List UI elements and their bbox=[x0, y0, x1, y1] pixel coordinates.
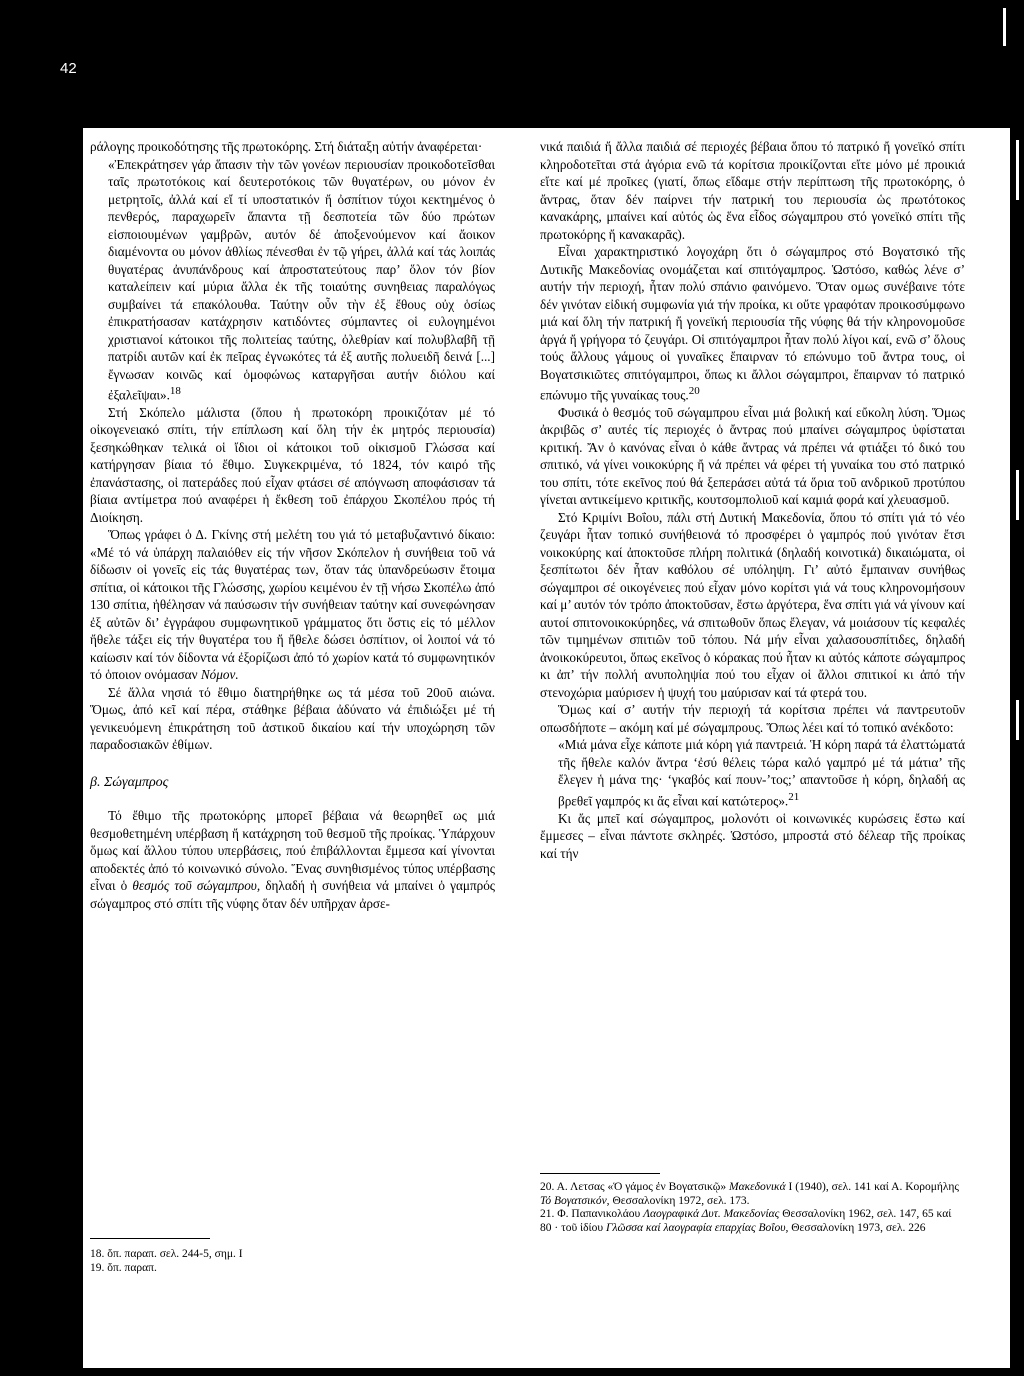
quote-paragraph bbox=[540, 736, 965, 809]
paragraph: ράλογης προικοδότησης τῆς πρωτοκόρης. Στή διάταξη αὐτήν ἀναφέρεται· bbox=[90, 139, 483, 154]
section-heading: β. Σώγαμπρος bbox=[90, 774, 169, 790]
footnote-text: I (1940), σελ. 141 καί Α. Κορομήλης bbox=[788, 1181, 959, 1193]
footnote-text: Α. Λετσας «Ὁ γάμος ἐν Βογατσικῷ» bbox=[556, 1181, 727, 1193]
paragraph: Στό Κριμίνι Βοΐου, πάλι στή Δυτική Μακεδονία, ὅπου τό σπίτι γιά τό νέο ζευγάρι ἦταν τοπικό συνήθειονά τό προσφέρει ὁ γαμπρός πού γινόταν ἔτσι νοικοκύρης καί ἀποκτοῦσε πλήρη πολιτικά (δηλαδή κοινοτικά) δικαιώματα, οἱ ξεσπίτωτοι δέν ἦταν καθόλου σέ υπόληψη. Γι’ αὐτό ἔμπαιναν συνήθως σώγαμπροι σέ οικογένειες πού εἶχαν μόνο κορίτσι γιά νά τους κληρονομήσουν καί μ’ αυτόν τόν τρόπο ἀποκτοῦσαν, ἔστω ἀργότερα, ἕνα σπίτι γιά νά γίνουν καί αυτοί σπιτονοικοκύρηδες, νά σπιτωθοῦν ὅπως ἔλεγαν, νά μοιάσουν τίς κεφαλές τῶν τιμημένων σπιτιῶν τοῦ τόπου. Νά μήν εἶναι χαλασουσπίτιδες, δηλαδή ἀνοικοκύρευτοι, ὅπως εκεῖνος ὁ κόρακας πού ἦταν κι αὐτός κάποτε σώγαμπρος κι ἀπ’ τήν πολλή ανυπολη​ψία πού του εἶχαν οἱ ἄλλοι σπιτικοί κι ἀπό τήν στενοχώρια μαύρισεν ἡ ψυχή του μαύρισαν καί τά φτερά του. bbox=[540, 509, 966, 700]
footnote-text: ὅπ. παραπ. bbox=[107, 1261, 157, 1274]
scan-edge-mark bbox=[1016, 700, 1019, 740]
footnote bbox=[540, 1181, 965, 1208]
page-left-border bbox=[80, 128, 83, 1368]
footnote-text: Θεσσαλονίκη 1962, σελ. 147, 65 καί 80 · τοῦ ἰδίου bbox=[540, 1208, 952, 1234]
footnote bbox=[90, 1248, 490, 1262]
footnote-text: Θεσσαλονίκη 1972, σελ. 173. bbox=[612, 1194, 750, 1207]
footnote-italic: Λαογραφικά Δυτ. Μακεδονίας bbox=[643, 1208, 780, 1220]
page-sheet bbox=[80, 128, 1010, 1368]
footnote-ref: 21 bbox=[788, 790, 800, 803]
scan-edge-mark bbox=[1003, 8, 1006, 46]
left-column bbox=[90, 138, 495, 912]
footnote-number: 21. bbox=[540, 1208, 555, 1220]
quote-text: «Ἐπεκράτησεν γάρ ἅπασιν τὴν τῶν γονέων περιουσίαν προικοδοτεῖσθαι ταῖς πρωτοτόκοις καί δευτεροτόκοις τῶν θυγατέρων, ου μόνον ἐν μετρητοῖς, ἀλλά καί εἴ τί υποστατικόν ἤ ὀσπίτιον τύχοι κεκτημένος ὁ πενθερός, παραχωρεῖν ἅπαντα τῇ δεσποτεία τῶν δύο πρώτων εἰσποιουμένων γαμβρῶν, αυτόν δέ ἀποξενούμενον καί ἄοικον διαμένοντα ου μόνον ἀθλίως πένεσθαι ἐν τῷ γήρει, ἀλλά καί τάς λοιπάς θυγατέρας ἀνυπάνδρους καί ἀπροστατεύτους παρ’ ὅλον τόν βίον καταλείπειν καί μύρια ἄλλα ἐκ τῆς τοιαύτης συνηθειας παραλόγως συμβαίνει τά επακόλουθα. Ταύτην οὖν τὴν ἐξ ἔθους οὐχ ὁσίως ἐπικρατήσασαν κατάχρησιν κατιδόντες σύμπαντες οἱ ευλογημένοι χριστιανοί κάτοικοι τῆς πολιτείας ταύτης, ὀλεθρίαν καί πολυβλαβῆ τῇ πατρίδι αυτῶν καί ἐκ πεῖρας ἐγνωκότες τά ἐξ αυτῆς πολυειδῆ δεινά [...] ἔγνωσαν κοινῶς καί ὁμοφώνως καταργῆσαι αυτήν διόλου καί ἐξαλεῖψαι». bbox=[108, 156, 495, 403]
footnote-text: Θεσσαλονίκη 1973, σελ. 226 bbox=[791, 1221, 926, 1234]
paragraph bbox=[540, 243, 965, 404]
right-column bbox=[540, 138, 965, 862]
scan-edge-mark bbox=[1016, 140, 1019, 200]
paragraph: Στή Σκόπελο μάλιστα (ὅπου ἡ πρωτοκόρη προικιζόταν μέ τό οἰκογενειακό σπίτι, τήν επίπλωση καί ὅλη τήν ἐκ μητρός περιουσία) ξεσηκώθηκαν τελικά οἱ ἴδιοι οἱ κάτοικοι τοῦ οἰκισμοῦ Γλώσσα καί κατήργησαν βίαια τό ἔθιμο. Συγκεκριμένα, τό 1824, τόν καιρό τῆς ἐπανάστασης, οἱ πατεράδες πού εἶχαν φτάσει σέ απόγνωση αποφάσισαν τά βίαια αντίμετρα πού αναφέρει ἡ ἔκθεση τοῦ ἐπάρχου Σκοπέλου πρός τή Διοίκηση. bbox=[90, 404, 495, 525]
paragraph: Ὅμως καί σ’ αυτήν τήν περιοχή τά κορίτσια πρέπει νά παντρευτοῦν οπωσδήποτε – ακόμη καί μέ σώγαμπρους. Ὅπως λέει καί τό τοπικό ανέκδοτο: bbox=[540, 702, 965, 735]
page-number: 42 bbox=[60, 60, 77, 77]
paragraph: νικά παιδιά ἤ ἄλλα παιδιά σέ περιοχές βέβαια ὅπου τό πατρικό ἤ γονεϊκό σπίτι κληροδοτεῖται στά ἀγόρια ενῶ τά κορίτσια προικίζονται εἴτε μόνο μέ προικιά εἴτε καί μέ προῖκες (γιατί, ὅπως εἴδαμε στήν περίπτωση τῆς πρωτοκόρης, ὁ ἄντρας, ὅταν δέν παίρνει τήν πατρική του περιουσία ὡς πρωτότοκος κανακάρης, μπαίνει καί αὐτός ὡς ἕνα εἶδος σώγαμπρου στό γονεϊκό σπίτι τῆς πρωτοκόρης ἤ κανακαρᾶς). bbox=[540, 139, 965, 242]
paragraph: Σέ ἄλλα νησιά τό ἔθιμο διατηρήθηκε ως τά μέσα τοῦ 20οῦ αιώνα. Ὅμως, ἀπό κεῖ καί πέρα, στάθηκε βέβαια ἀδύνατο νά ἐπιδιώξει μέ τή γενικευόμενη ἐπικράτηση τοῦ ἀστικοῦ δικαίου καί τήν υποχώρηση τῶν παραδοσιακῶν ἐθίμων. bbox=[90, 684, 495, 753]
paragraph-text: Εἶναι χαρακτηριστικό λογοχάρη ὅτι ὁ σώγαμπρος στό Βογατσικό τῆς Δυτικῆς Μακεδονίας ονομάζεται καί σπιτόγαμπρος. Ὡστόσο, καθώς λένε σ’ αυτήν τήν περιοχή, ἦταν πολύ σπάνιο φαινόμενο. Ὅταν ομως συνέβαινε τότε δέν γινόταν εἰδική συμφωνία γιά τήν προίκα, κι οὔτε γραφόταν προικοσύμφωνο μιά καί ὅλη τήν πατρική ἤ γονεϊκή περιουσία τῆς νύφης θά τήν κληρονομοῦσε ἀργά ἤ γρήγορα τό ζευγάρι. Οἱ σπιτόγαμπροι ἦταν πολύ λίγοι καί, ενῶ σ’ ὅλους τούς ἄλλους γάμους οἱ γυναῖκες ἔπαιρναν τό επώνυμο τοῦ ἄντρα τους, οἱ Βογατσικιῶτες σπιτόγαμπροι, ὅπως κι ἄλλοι σώγαμπροι, ἔπαιρναν τό πατρικό επώνυμο τῆς γυναίκας τους. bbox=[540, 244, 965, 403]
quote-paragraph bbox=[90, 156, 495, 404]
paragraph: Φυσικά ὁ θεσμός τοῦ σώγαμπρου εἶναι μιά βολική καί εὔκολη λύση. Ὅμως ἀκριβῶς σ’ αυτές τίς περιοχές ὁ ἄντρας πού μπαίνει σώγαμπρος ὑφίσταται κριτική. Ἄν ὁ κανόνας εἶναι ὁ κάθε ἄντρας νά πρέπει νά φτιάξει τό δικό του σπιτικό, νά γίνει νοικοκύρης ἤ νά πρέπει νά φέρει τή γυναίκα του στό πατρικό του σπίτι, τότε εκεῖνος πού θά ξεπεράσει αὐτά τά ὅρια τοῦ ανδρικοῦ προτύπου γίνεται αντικείμενο κριτικῆς, κουτσομπολιοῦ καί καμιά φορά καί χλευασμοῦ. bbox=[540, 404, 965, 508]
footnote-rule bbox=[540, 1173, 660, 1174]
footnote-number: 20. bbox=[540, 1181, 555, 1193]
footnote-text: Φ. Παπανικολάου bbox=[557, 1208, 641, 1220]
paragraph-text: Ὅπως γράφει ὁ Δ. Γκίνης στή μελέτη του γιά τό μεταβυζαντινό δίκαιο: «Μέ τό νά ὑπάρχη παλαιόθεν εἰς τήν νῆσον Σκόπελον ἡ συνήθεια τοῦ νά δίδωσιν οἱ γονεῖς εἰς τάς θυγατέρας των, ὅταν τάς ὑπανδρεύωσιν ἕτοιμα σπίτια, οἱ κάτοικοι τῆς Γλώσσης, χωρίου κειμένου ἐν τῇ νήσω Σκοπέλω ἀπό 130 σπίτια, ἠθέλησαν νά παύσωσιν τήν συνήθειαν ταύτην καί συνεφώνησαν ἐξ αὐτῶν δι’ ἐγγράφου συμφωνητικοῦ γράμματος ὅτι ὅστις εἰς τό μέλλον ἤθελε τάξει εἰς τήν θυγατέρα του ἤ ἤθελε δώσει ὀσπίτιον, οἱ λοιποί νά τό καίωσιν καί τόν δίδοντα νά ἐξορίζωσι ἀπό τό χωρίον κατά τό συμφωνητικόν τό ὁποιον ονόμασαν bbox=[90, 527, 495, 683]
footnote-italic: Μακεδονικά bbox=[729, 1181, 786, 1193]
footnote-ref: 20 bbox=[688, 385, 700, 397]
footnote-rule bbox=[90, 1238, 210, 1239]
footnote bbox=[90, 1262, 490, 1276]
paragraph bbox=[90, 526, 495, 684]
footnote-italic: Τό Βογατσικόν, bbox=[540, 1194, 610, 1207]
footnote-number: 18. bbox=[90, 1248, 105, 1260]
paragraph bbox=[90, 807, 495, 912]
right-footnotes bbox=[540, 1181, 965, 1235]
footnote-italic: Γλῶσσα καί λαογραφία επαρχίας Βοΐου, bbox=[605, 1221, 789, 1234]
scan-edge-mark bbox=[1016, 470, 1019, 520]
paragraph: Κι ἄς μπεῖ καί σώγαμπρος, μολονότι οἱ κοινωνικές κυρώσεις ἔστω καί ἔμμεσες – εἶναι πάντοτε σκληρές. Ὡστόσο, μπροστά στό δέλεαρ τῆς προίκας καί τήν bbox=[540, 810, 965, 861]
footnote-ref: 18 bbox=[169, 385, 181, 397]
paragraph-text: Τό ἔθιμο τῆς πρωτοκόρης μπορεῖ βέβαια νά θεωρηθεῖ ως μιά θεσμοθετημένη υπέρβαση ἤ κατάχρηση τοῦ θεσμοῦ τῆς προίκας. Ὑπάρχουν ὅμως καί ἄλλου τύπου υπερβάσεις, πού ἐπιβάλλονται ἔμμεσα καί γίνονται αποδεκτές ἀπό τό κοινωνικό σύνολο. Ἕνας συνηθισμένος τύπος υπέρβασης εἶναι ὁ bbox=[90, 808, 495, 894]
italic-term: θεσμός τοῦ σώγαμπρου, bbox=[132, 878, 261, 894]
quote-text: «Μιά μάνα εἶχε κάποτε μιά κόρη γιά παντρειά. Ἡ κόρη παρά τά ἐλαττώματά τῆς ἤθελε καλόν ἄντρα ‘ἐσύ θέλεις τώρα καλό γαμπρό μέ τά μάτια’ τῆς ἔλεγεν ἡ μάνα της· ‘γκαβός καί πουν-’τος;’ απαντοῦσε ἡ κόρη, δηλαδή ας βρεθεῖ γαμπρός κι ἄς εἶναι καί κατώτερος». bbox=[558, 737, 965, 809]
footnote bbox=[540, 1208, 965, 1235]
italic-term: Νόμον. bbox=[200, 667, 239, 683]
left-footnotes bbox=[90, 1248, 490, 1275]
footnote-text: ὄπ. παραπ. σελ. 244-5, σημ. I bbox=[107, 1248, 243, 1260]
footnote-number: 19. bbox=[90, 1261, 105, 1274]
paragraph-text: δηλαδή ἡ συνήθεια νά μπαίνει ὁ γαμπρός σώγαμπρος στό σπίτι τῆς νύφης ὅταν δέν υπῆρχαν ἀρσε- bbox=[90, 878, 496, 911]
